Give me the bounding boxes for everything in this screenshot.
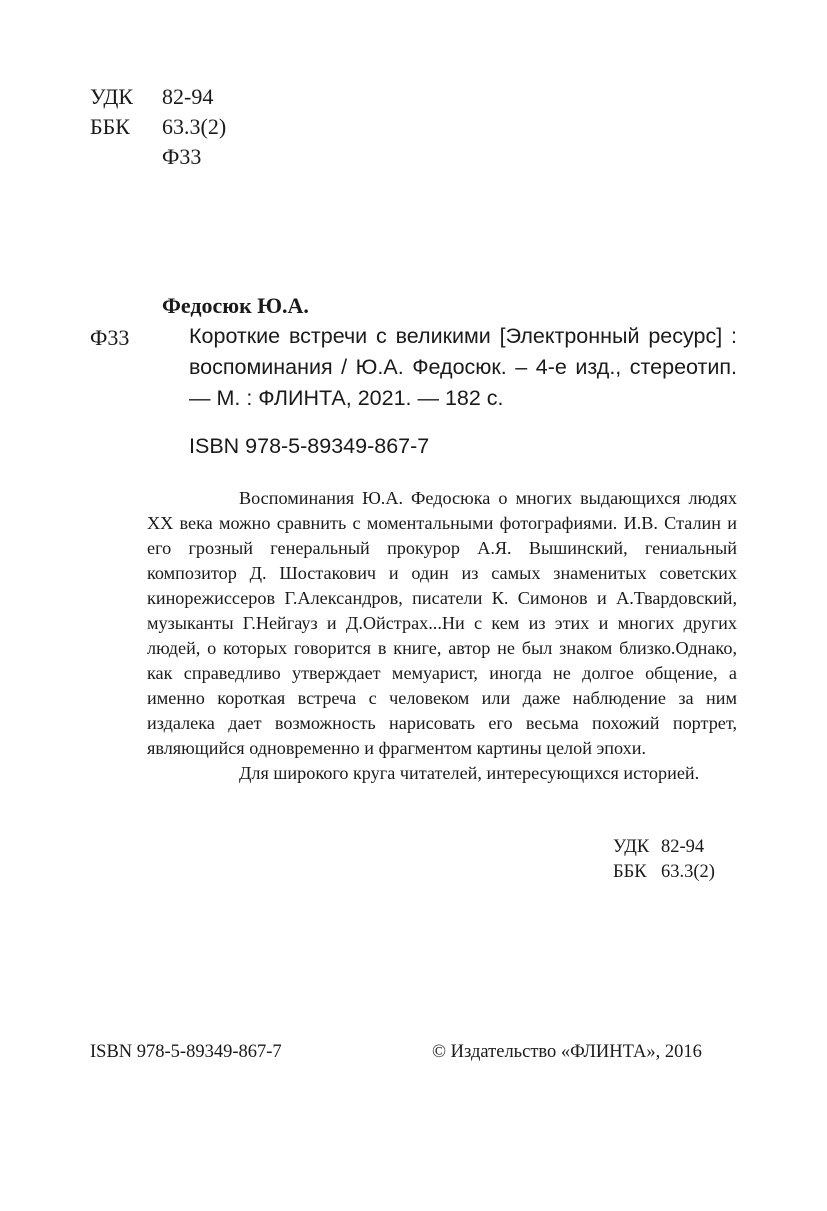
bbk-label-bottom: ББК [613, 862, 647, 882]
record-isbn: ISBN 978-5-89349-867-7 [189, 434, 430, 458]
udk-label-bottom: УДК [613, 837, 650, 857]
classification-top [90, 82, 226, 172]
udk-label: УДК [90, 84, 134, 109]
udk-value-bottom: 82-94 [661, 837, 705, 857]
classification-bottom [613, 835, 715, 885]
annotation-text: Воспоминания Ю.А. Федосюка о многих выдающихся людях XX века можно сравнить с моментальными фотографиями. И.В. Сталин и его грозный генеральный прокурор А.Я. Вышинский, гениальный композитор Д. Шостакович и один из самых знаменитых советских кинорежиссеров Г.Александров, писатели К. Симонов и А.Твардовский, музыканты Г.Нейгауз и Д.Ойстрах...Ни с кем из этих и многих других людей, о которых говорится в книге, автор не был знаком близко.Однако, как справедливо утверждает мемуарист, иногда не долгое общение, а именно короткая встреча с человеком или даже наблюдение за ним издалека дает возможность нарисовать его весьма похожий портрет, являющийся одновременно и фрагментом картины целой эпохи. [147, 488, 737, 758]
udk-value: 82-94 [162, 84, 214, 109]
record-author-mark: Ф33 [90, 325, 130, 350]
footer-isbn: ISBN 978-5-89349-867-7 [90, 1042, 282, 1062]
bbk-row-bottom [613, 860, 715, 885]
annotation [147, 486, 737, 786]
bbk-value-bottom: 63.3(2) [661, 862, 715, 882]
footer-copyright: © Издательство «ФЛИНТА», 2016 [432, 1042, 702, 1062]
annotation-audience: Для широкого круга читателей, интересующихся историей. [239, 763, 700, 783]
udk-row-bottom [613, 835, 715, 860]
bibliographic-description: Короткие встречи с великими [Электронный ресурс] : воспоминания / Ю.А. Федосюк. – 4-е изд., стереотип. — М. : ФЛИНТА, 2021. — 182 с. [189, 324, 737, 410]
bbk-row [90, 112, 226, 142]
author-mark-top: Ф33 [162, 144, 202, 169]
author-mark-row [90, 142, 226, 172]
record-author: Федосюк Ю.А. [162, 293, 309, 318]
bbk-label: ББК [90, 114, 130, 139]
udk-row [90, 82, 226, 112]
bbk-value: 63.3(2) [162, 114, 227, 139]
